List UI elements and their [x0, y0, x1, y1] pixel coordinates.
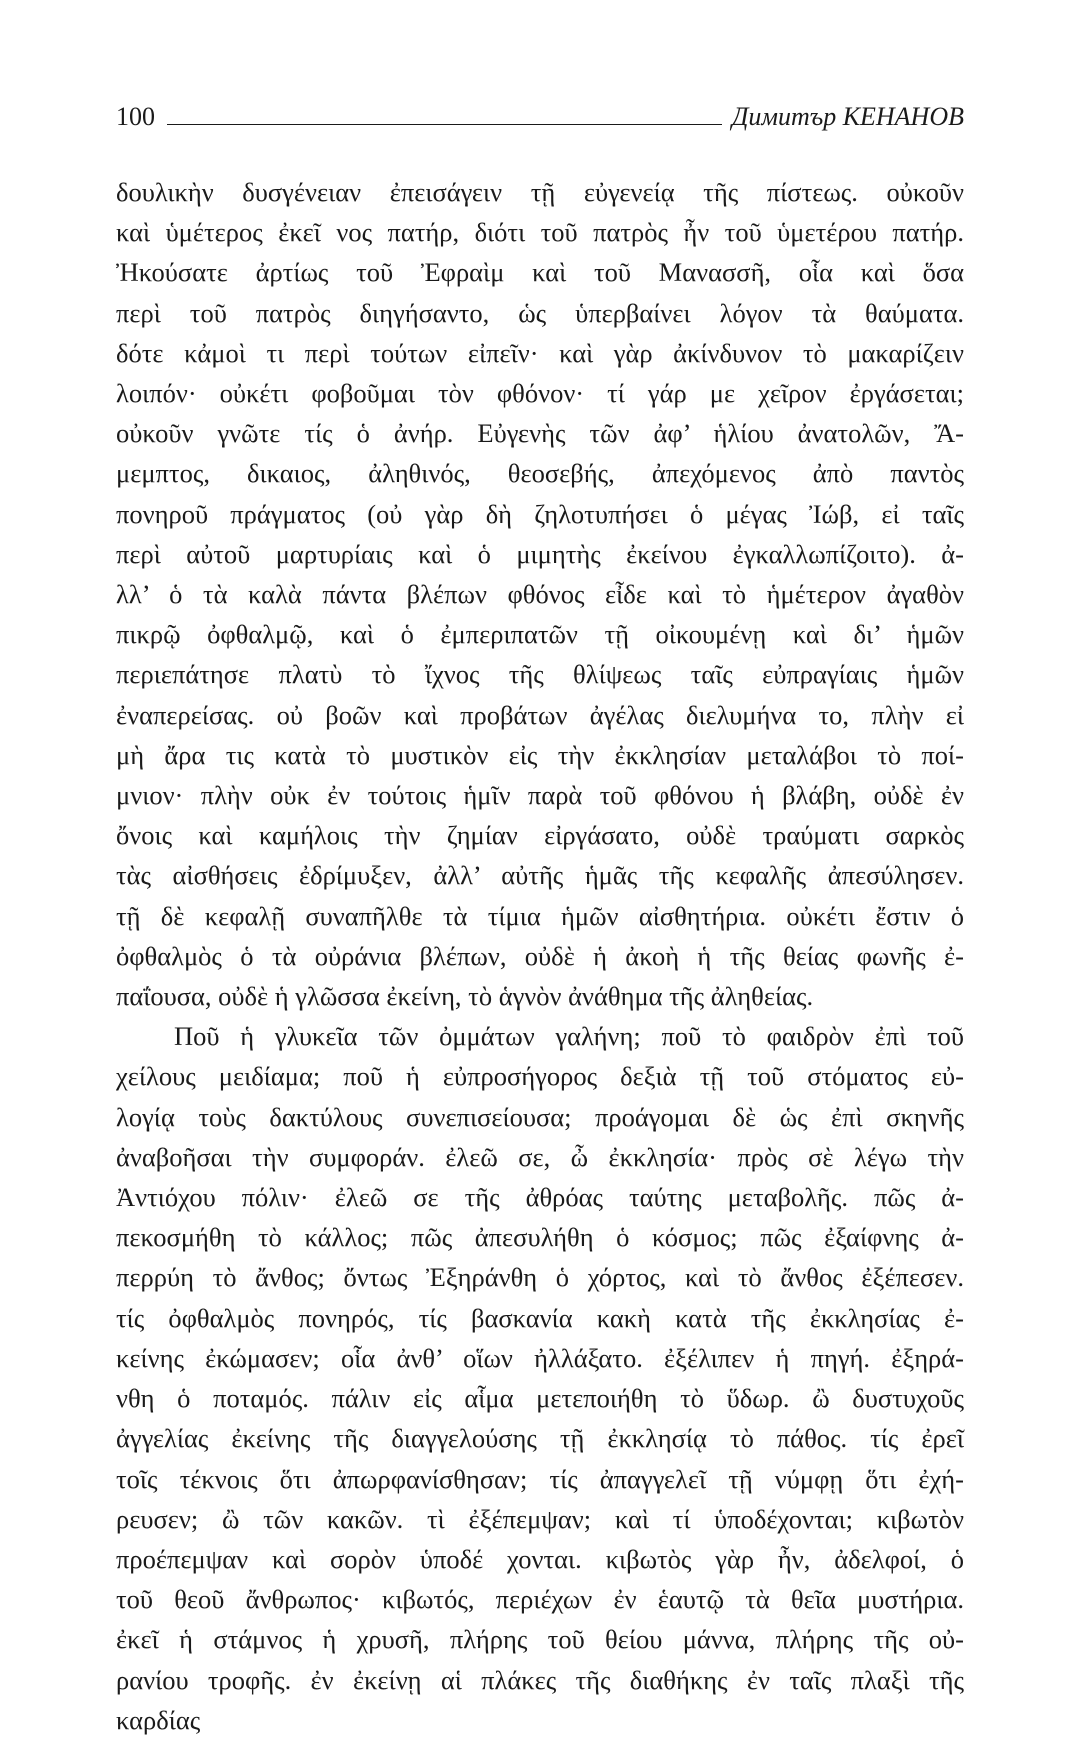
running-head: Димитър КЕНАНОВ	[731, 102, 964, 131]
text-line: Ποῦ ἡ γλυκεῖα τῶν ὀμμάτων γαλήνη; ποῦ τὸ φαιδρὸν ἐπὶ τοῦ	[174, 1021, 964, 1052]
text-line: λλ’ ὁ τὰ καλὰ πάντα βλέπων φθόνος εἶδε καὶ τὸ ἡμέτερον ἀγαθὸν	[116, 579, 964, 610]
text-line: καὶ ὑμέτερος ἐκεῖ νος πατήρ, διότι τοῦ πατρὸς ἦν τοῦ ὑμετέρου πατήρ.	[116, 217, 964, 248]
text-line: περιεπάτησε πλατὺ τὸ ἴχνος τῆς θλίψεως ταῖς εὐπραγίαις ἡμῶν	[116, 659, 964, 690]
text-line: τοῦ θεοῦ ἄνθρωπος· κιβωτός, περιέχων ἐν ἑαυτῷ τὰ θεῖα μυστήρια.	[116, 1584, 964, 1615]
text-line: παΐουσα, οὐδὲ ἡ γλῶσσα ἐκείνη, τὸ ἁγνὸν ἀνάθημα τῆς ἀληθείας.	[116, 981, 814, 1012]
page-number: 100	[116, 102, 155, 131]
text-line: λογίᾳ τοὺς δακτύλους συνεπισείουσα; προάγομαι δὲ ὡς ἐπὶ σκηνῆς	[116, 1101, 964, 1132]
text-line: μεμπτος, δικαιος, ἀληθινός, θεοσεβής, ἀπεχόμενος ἀπὸ παντὸς	[116, 458, 964, 489]
text-line: περὶ αὐτοῦ μαρτυρίαις καὶ ὁ μιμητὴς ἐκείνου ἐγκαλλωπίζοιτο). ἀ-	[116, 538, 964, 569]
text-line: ἐκεῖ ἡ στάμνος ἡ χρυσῆ, πλήρης τοῦ θείου μάννα, πλήρης τῆς οὐ-	[116, 1624, 964, 1655]
header-rule	[167, 124, 722, 125]
text-line: λοιπόν· οὐκέτι φοβοῦμαι τὸν φθόνον· τί γάρ με χεῖρον ἐργάσεται;	[116, 378, 964, 409]
text-line: περὶ τοῦ πατρὸς διηγήσαντο, ὡς ὑπερβαίνει λόγον τὰ θαύματα.	[116, 297, 964, 328]
text-line: τίς ὀφθαλμὸς πονηρός, τίς βασκανία κακὴ κατὰ τῆς ἐκκλησίας ἐ-	[116, 1302, 964, 1333]
text-line: Ἠκούσατε ἀρτίως τοῦ Ἐφραὶμ καὶ τοῦ Μανασσῆ, οἷα καὶ ὅσα	[116, 257, 964, 288]
text-line: προέπεμψαν καὶ σορὸν ὑποδέ χονται. κιβωτὸς γὰρ ἦν, ἀδελφοί, ὁ	[116, 1543, 964, 1574]
text-line: ρευσεν; ὢ τῶν κακῶν. τὶ ἐξέπεμψαν; καὶ τί ὑποδέχονται; κιβωτὸν	[116, 1503, 964, 1534]
text-line: μὴ ἄρα τις κατὰ τὸ μυστικὸν εἰς τὴν ἐκκλησίαν μεταλάβοι τὸ ποί-	[116, 739, 964, 770]
text-line: πικρῷ ὀφθαλμῷ, καὶ ὁ ἐμπεριπατῶν τῇ οἰκουμένῃ καὶ δι’ ἡμῶν	[116, 619, 964, 650]
text-line: ὀφθαλμὸς ὁ τὰ οὐράνια βλέπων, οὐδὲ ἡ ἀκοὴ ἡ τῆς θείας φωνῆς ἐ-	[116, 940, 964, 971]
body-text	[116, 172, 964, 1740]
text-line: περρύη τὸ ἄνθος; ὄντως Ἐξηράνθη ὁ χόρτος, καὶ τὸ ἄνθος ἐξέπεσεν.	[116, 1262, 964, 1293]
text-line: ἀναβοῆσαι τὴν συμφοράν. ἐλεῶ σε, ὦ ἐκκλησία· πρὸς σὲ λέγω τὴν	[116, 1141, 964, 1172]
page-header	[116, 98, 964, 132]
text-line: τοῖς τέκνοις ὅτι ἀπωρφανίσθησαν; τίς ἀπαγγελεῖ τῇ νύμφῃ ὅτι ἐχή-	[116, 1463, 964, 1494]
text-line: κείνης ἐκώμασεν; οἷα ἀνθ’ οἵων ἠλλάξατο. ἐξέλιπεν ἡ πηγή. ἐξηρά-	[116, 1342, 964, 1373]
text-line: ὄνοις καὶ καμήλοις τὴν ζημίαν εἰργάσατο, οὐδὲ τραύματι σαρκὸς	[116, 820, 964, 851]
text-line: ρανίου τροφῆς. ἐν ἐκείνῃ αἱ πλάκες τῆς διαθήκης ἐν ταῖς πλαξὶ τῆς	[116, 1664, 964, 1695]
text-line: δότε κἀμοὶ τι περὶ τούτων εἰπεῖν· καὶ γὰρ ἀκίνδυνον τὸ μακαρίζειν	[116, 337, 964, 368]
text-line: πονηροῦ πράγματος (οὐ γὰρ δὴ ζηλοτυπήσει ὁ μέγας Ἰώβ, εἰ ταῖς	[116, 498, 964, 529]
text-line: οὐκοῦν γνῶτε τίς ὁ ἀνήρ. Εὐγενὴς τῶν ἀφ’ ἡλίου ἀνατολῶν, Ἄ-	[116, 418, 964, 449]
text-line: χείλους μειδίαμα; ποῦ ἡ εὐπροσήγορος δεξιὰ τῇ τοῦ στόματος εὐ-	[116, 1061, 964, 1092]
text-line: μνιον· πλὴν οὐκ ἐν τούτοις ἡμῖν παρὰ τοῦ φθόνου ἡ βλάβη, οὐδὲ ἐν	[116, 780, 964, 811]
text-line: ἐναπερείσας. οὐ βοῶν καὶ προβάτων ἀγέλας διελυμήνα το, πλὴν εἰ	[116, 699, 964, 730]
text-line: τὰς αἰσθήσεις ἐδρίμυξεν, ἀλλ’ αὐτῆς ἡμᾶς τῆς κεφαλῆς ἀπεσύλησεν.	[116, 860, 964, 891]
text-line: δουλικὴν δυσγένειαν ἐπεισάγειν τῇ εὐγενείᾳ τῆς πίστεως. οὐκοῦν	[116, 177, 964, 207]
text-line: τῇ δὲ κεφαλῇ συναπῆλθε τὰ τίμια ἡμῶν αἰσθητήρια. οὐκέτι ἔστιν ὁ	[116, 900, 964, 931]
text-line: Ἀντιόχου πόλιν· ἐλεῶ σε τῆς ἀθρόας ταύτης μεταβολῆς. πῶς ἀ-	[116, 1182, 964, 1213]
text-line: νθη ὁ ποταμός. πάλιν εἰς αἷμα μετεποιήθη τὸ ὕδωρ. ὢ δυστυχοῦς	[116, 1383, 964, 1414]
text-line: ἀγγελίας ἐκείνης τῆς διαγγελούσης τῇ ἐκκλησίᾳ τὸ πάθος. τίς ἐρεῖ	[116, 1423, 964, 1454]
text-line: καρδίας	[116, 1704, 201, 1735]
text-line: πεκοσμήθη τὸ κάλλος; πῶς ἀπεσυλήθη ὁ κόσμος; πῶς ἐξαίφνης ἀ-	[116, 1222, 964, 1253]
book-page	[116, 98, 964, 1740]
